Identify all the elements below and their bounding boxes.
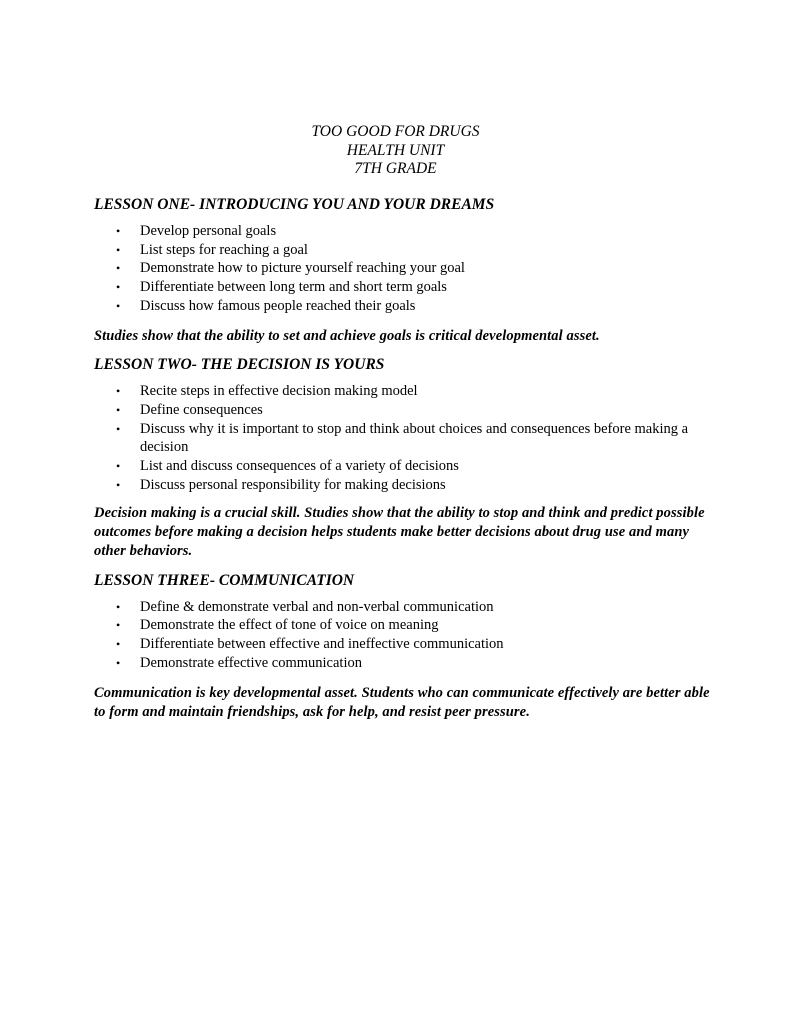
- list-item: [94, 222, 714, 241]
- bullet-icon: •: [116, 242, 121, 257]
- list-item: [94, 635, 714, 654]
- lesson-three-note: Communication is key developmental asset. Students who can communicate effectively are better able to form and maintain friendships, ask for help, and resist peer pressure.: [94, 685, 710, 721]
- list-item-text: Define & demonstrate verbal and non-verbal communication: [140, 598, 494, 615]
- list-item: [94, 241, 714, 260]
- list-item-text: Demonstrate effective communication: [140, 654, 362, 671]
- document-title-block: [0, 123, 791, 179]
- bullet-icon: •: [116, 261, 121, 276]
- bullet-icon: •: [116, 421, 121, 436]
- lesson-one-objectives: [94, 222, 714, 316]
- list-item-text: List and discuss consequences of a variety of decisions: [140, 458, 459, 475]
- lesson-one-section: [94, 195, 714, 345]
- list-item-text: Recite steps in effective decision making model: [140, 383, 418, 400]
- list-item: [94, 259, 714, 278]
- lesson-one-note: Studies show that the ability to set and achieve goals is critical developmental asset.: [94, 327, 600, 344]
- lesson-three-objectives: [94, 598, 714, 673]
- bullet-icon: •: [116, 618, 121, 633]
- lesson-one-heading: LESSON ONE- INTRODUCING YOU AND YOUR DREAMS: [94, 196, 495, 213]
- list-item: [94, 297, 714, 316]
- list-item: [94, 616, 714, 635]
- list-item-text: Define consequences: [140, 401, 263, 418]
- title-line-program: TOO GOOD FOR DRUGS: [311, 123, 480, 140]
- bullet-icon: •: [116, 384, 121, 399]
- title-line-unit: HEALTH UNIT: [346, 141, 445, 159]
- bullet-icon: •: [116, 599, 121, 614]
- bullet-icon: •: [116, 655, 121, 670]
- list-item-text: Demonstrate how to picture yourself reaching your goal: [140, 260, 465, 277]
- list-item: [94, 278, 714, 297]
- list-item: [94, 598, 714, 617]
- list-item-text: Differentiate between effective and ineffective communication: [140, 635, 504, 652]
- title-line-grade: 7TH GRADE: [354, 160, 437, 177]
- bullet-icon: •: [116, 636, 121, 651]
- list-item: [94, 654, 714, 673]
- lesson-two-section: [94, 355, 714, 560]
- list-item-text: Discuss personal responsibility for making decisions: [140, 476, 446, 493]
- list-item-text: Differentiate between long term and short term goals: [140, 279, 447, 296]
- bullet-icon: •: [116, 280, 121, 295]
- list-item: [94, 476, 714, 495]
- list-item: [94, 382, 714, 401]
- list-item-text: Demonstrate the effect of tone of voice on meaning: [140, 617, 439, 634]
- bullet-icon: •: [116, 459, 121, 474]
- list-item-text: Discuss how famous people reached their goals: [140, 297, 416, 314]
- list-item: [94, 401, 714, 420]
- lesson-three-section: [94, 571, 714, 722]
- bullet-icon: •: [116, 402, 121, 417]
- lesson-two-heading: LESSON TWO- THE DECISION IS YOURS: [94, 356, 385, 374]
- lessons-content: [94, 195, 714, 722]
- lesson-two-note: Decision making is a crucial skill. Studies show that the ability to stop and think and predict possible outcomes before making a decision helps students make better decisions about drug use and many other behaviors.: [94, 505, 705, 559]
- list-item-text: Develop personal goals: [140, 223, 277, 239]
- lesson-two-objectives: [94, 382, 714, 494]
- bullet-icon: •: [116, 298, 121, 313]
- list-item-text: List steps for reaching a goal: [140, 241, 308, 258]
- lesson-three-heading: LESSON THREE- COMMUNICATION: [94, 571, 355, 589]
- list-item-text: Discuss why it is important to stop and think about choices and consequences before making a decision: [140, 420, 689, 456]
- bullet-icon: •: [116, 477, 121, 492]
- list-item: [94, 420, 714, 457]
- list-item: [94, 457, 714, 476]
- bullet-icon: •: [116, 224, 121, 238]
